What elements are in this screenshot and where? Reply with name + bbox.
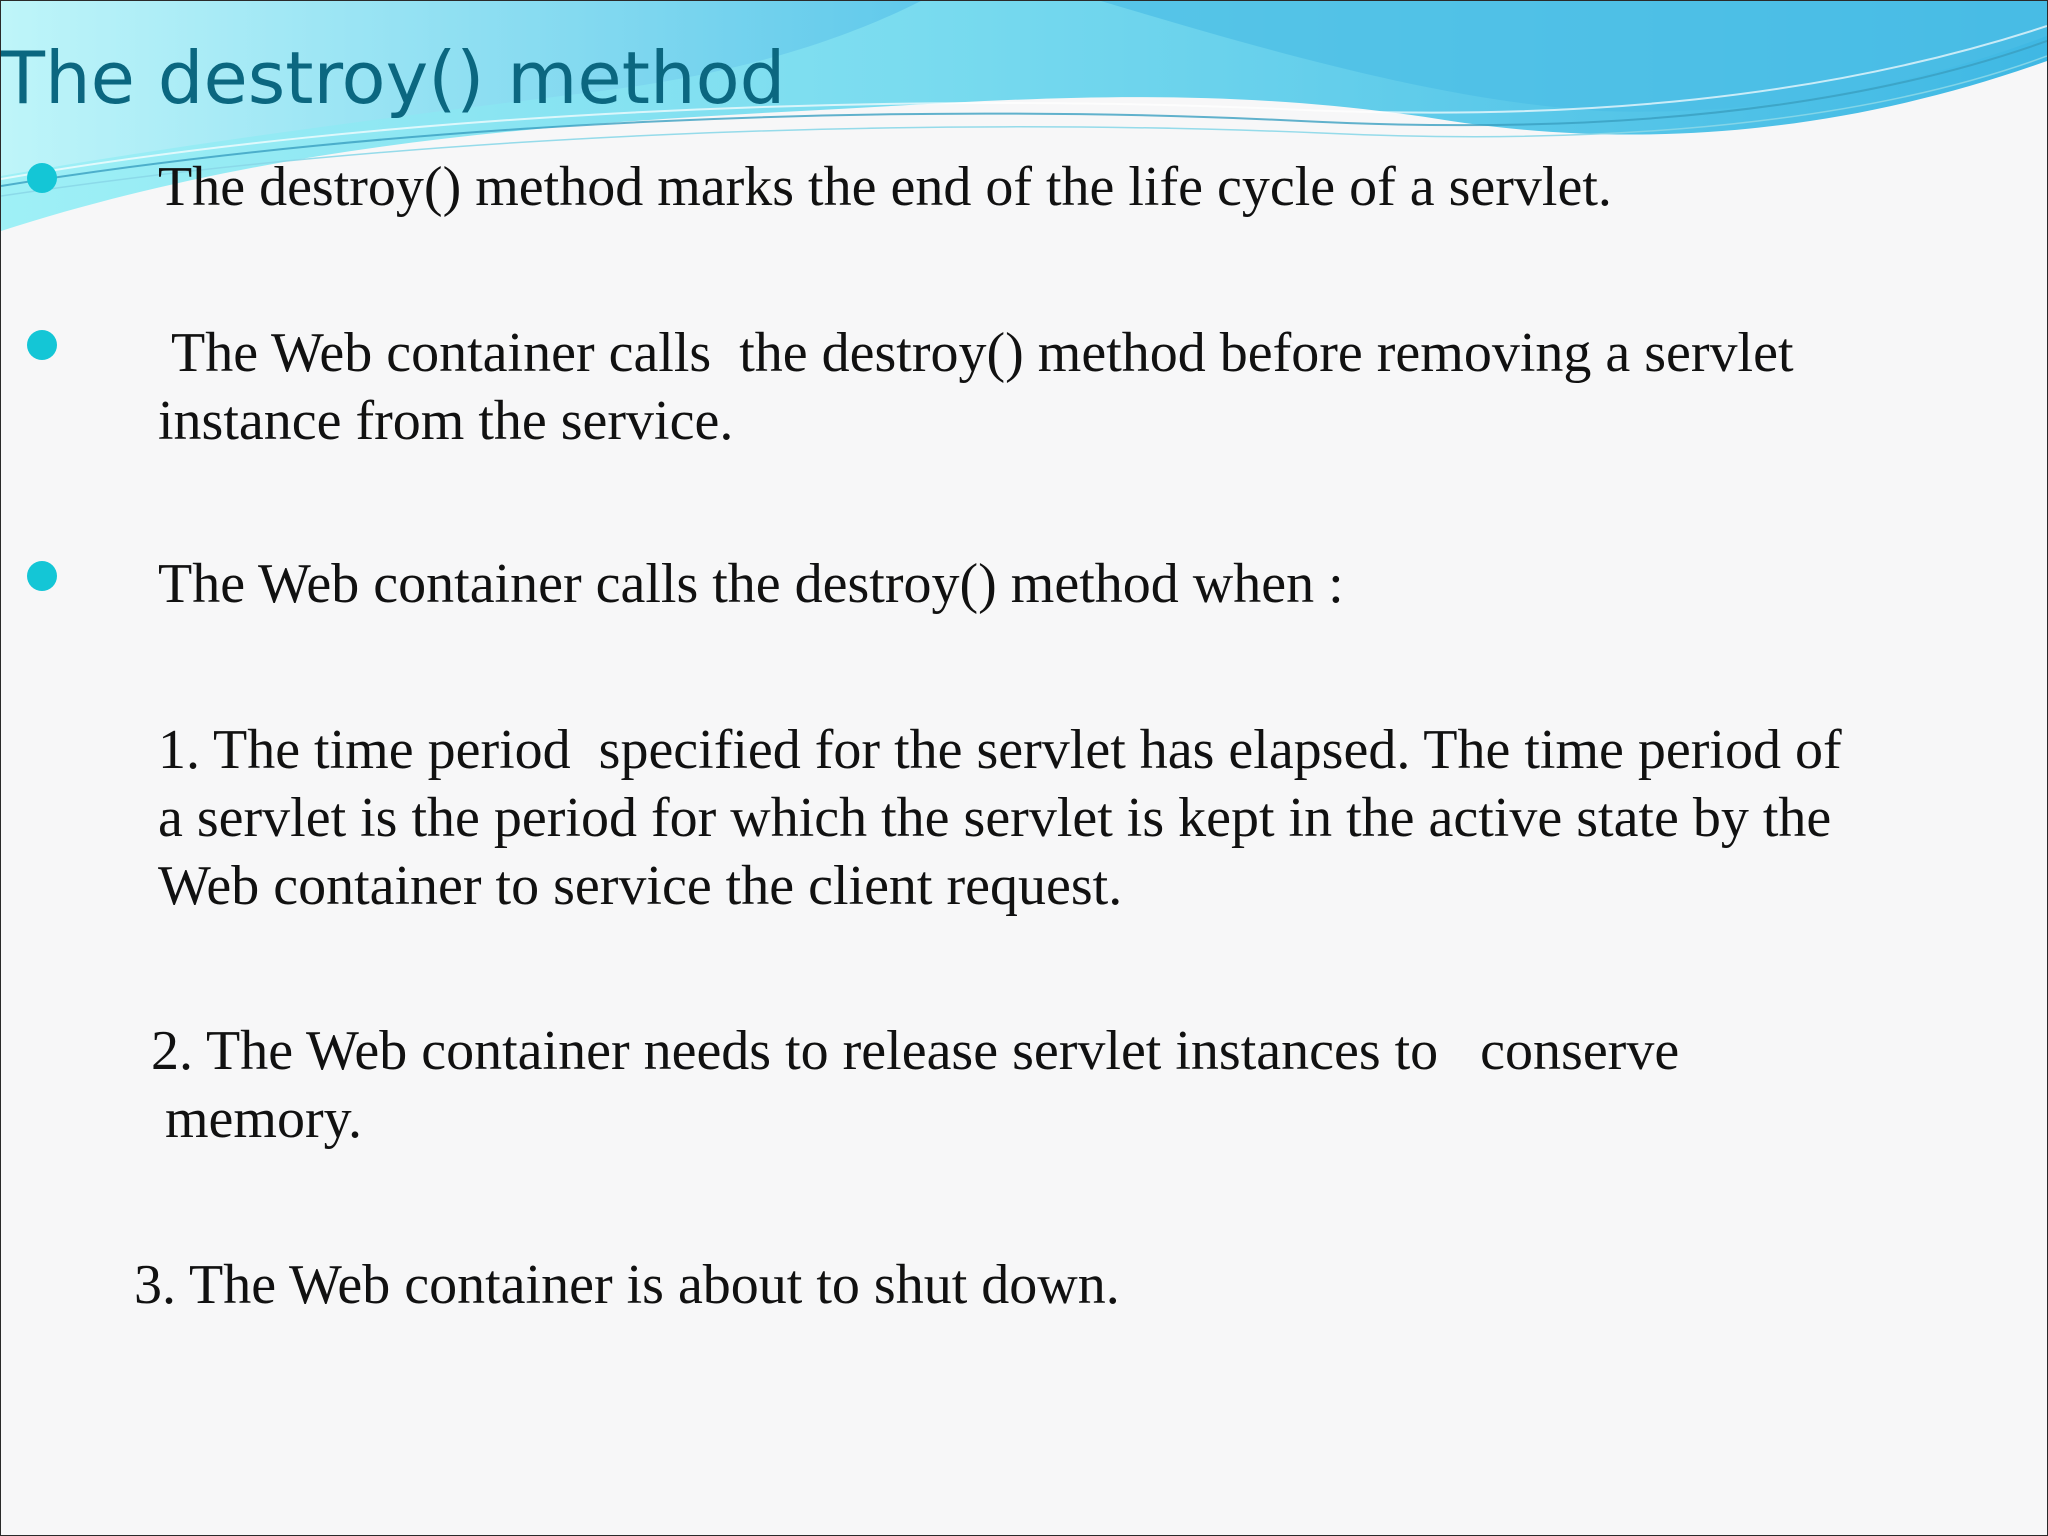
condition-3-line-1: 3. The Web container is about to shut down.	[134, 1254, 1120, 1316]
slide-title: The destroy() method	[1, 36, 786, 120]
bullet-dot-2	[27, 330, 57, 360]
bullet-dot-3	[27, 561, 57, 591]
bullet-1-line-1: The destroy() method marks the end of the life cycle of a servlet.	[158, 156, 1612, 218]
bullet-text-2	[158, 319, 1794, 455]
condition-2	[151, 1017, 1679, 1153]
condition-1-line-2: a servlet is the period for which the servlet is kept in the active state by the	[158, 787, 1832, 849]
bullet-2-line-1: The Web container calls the destroy() method before removing a servlet	[158, 322, 1794, 384]
bullet-2-line-2: instance from the service.	[158, 390, 734, 452]
bullet-text-1	[158, 153, 1612, 221]
condition-2-line-1: 2. The Web container needs to release servlet instances to conserve	[151, 1020, 1680, 1082]
condition-2-line-2: memory.	[165, 1088, 362, 1150]
bullet-dot-1	[27, 163, 57, 193]
condition-1-line-3: Web container to service the client request.	[158, 855, 1123, 917]
condition-1	[158, 716, 1842, 920]
condition-1-line-1: 1. The time period specified for the servlet has elapsed. The time period of	[158, 719, 1842, 781]
condition-3	[134, 1251, 1120, 1319]
bullet-3-line-1: The Web container calls the destroy() method when :	[158, 553, 1344, 615]
bullet-text-3	[158, 550, 1344, 618]
